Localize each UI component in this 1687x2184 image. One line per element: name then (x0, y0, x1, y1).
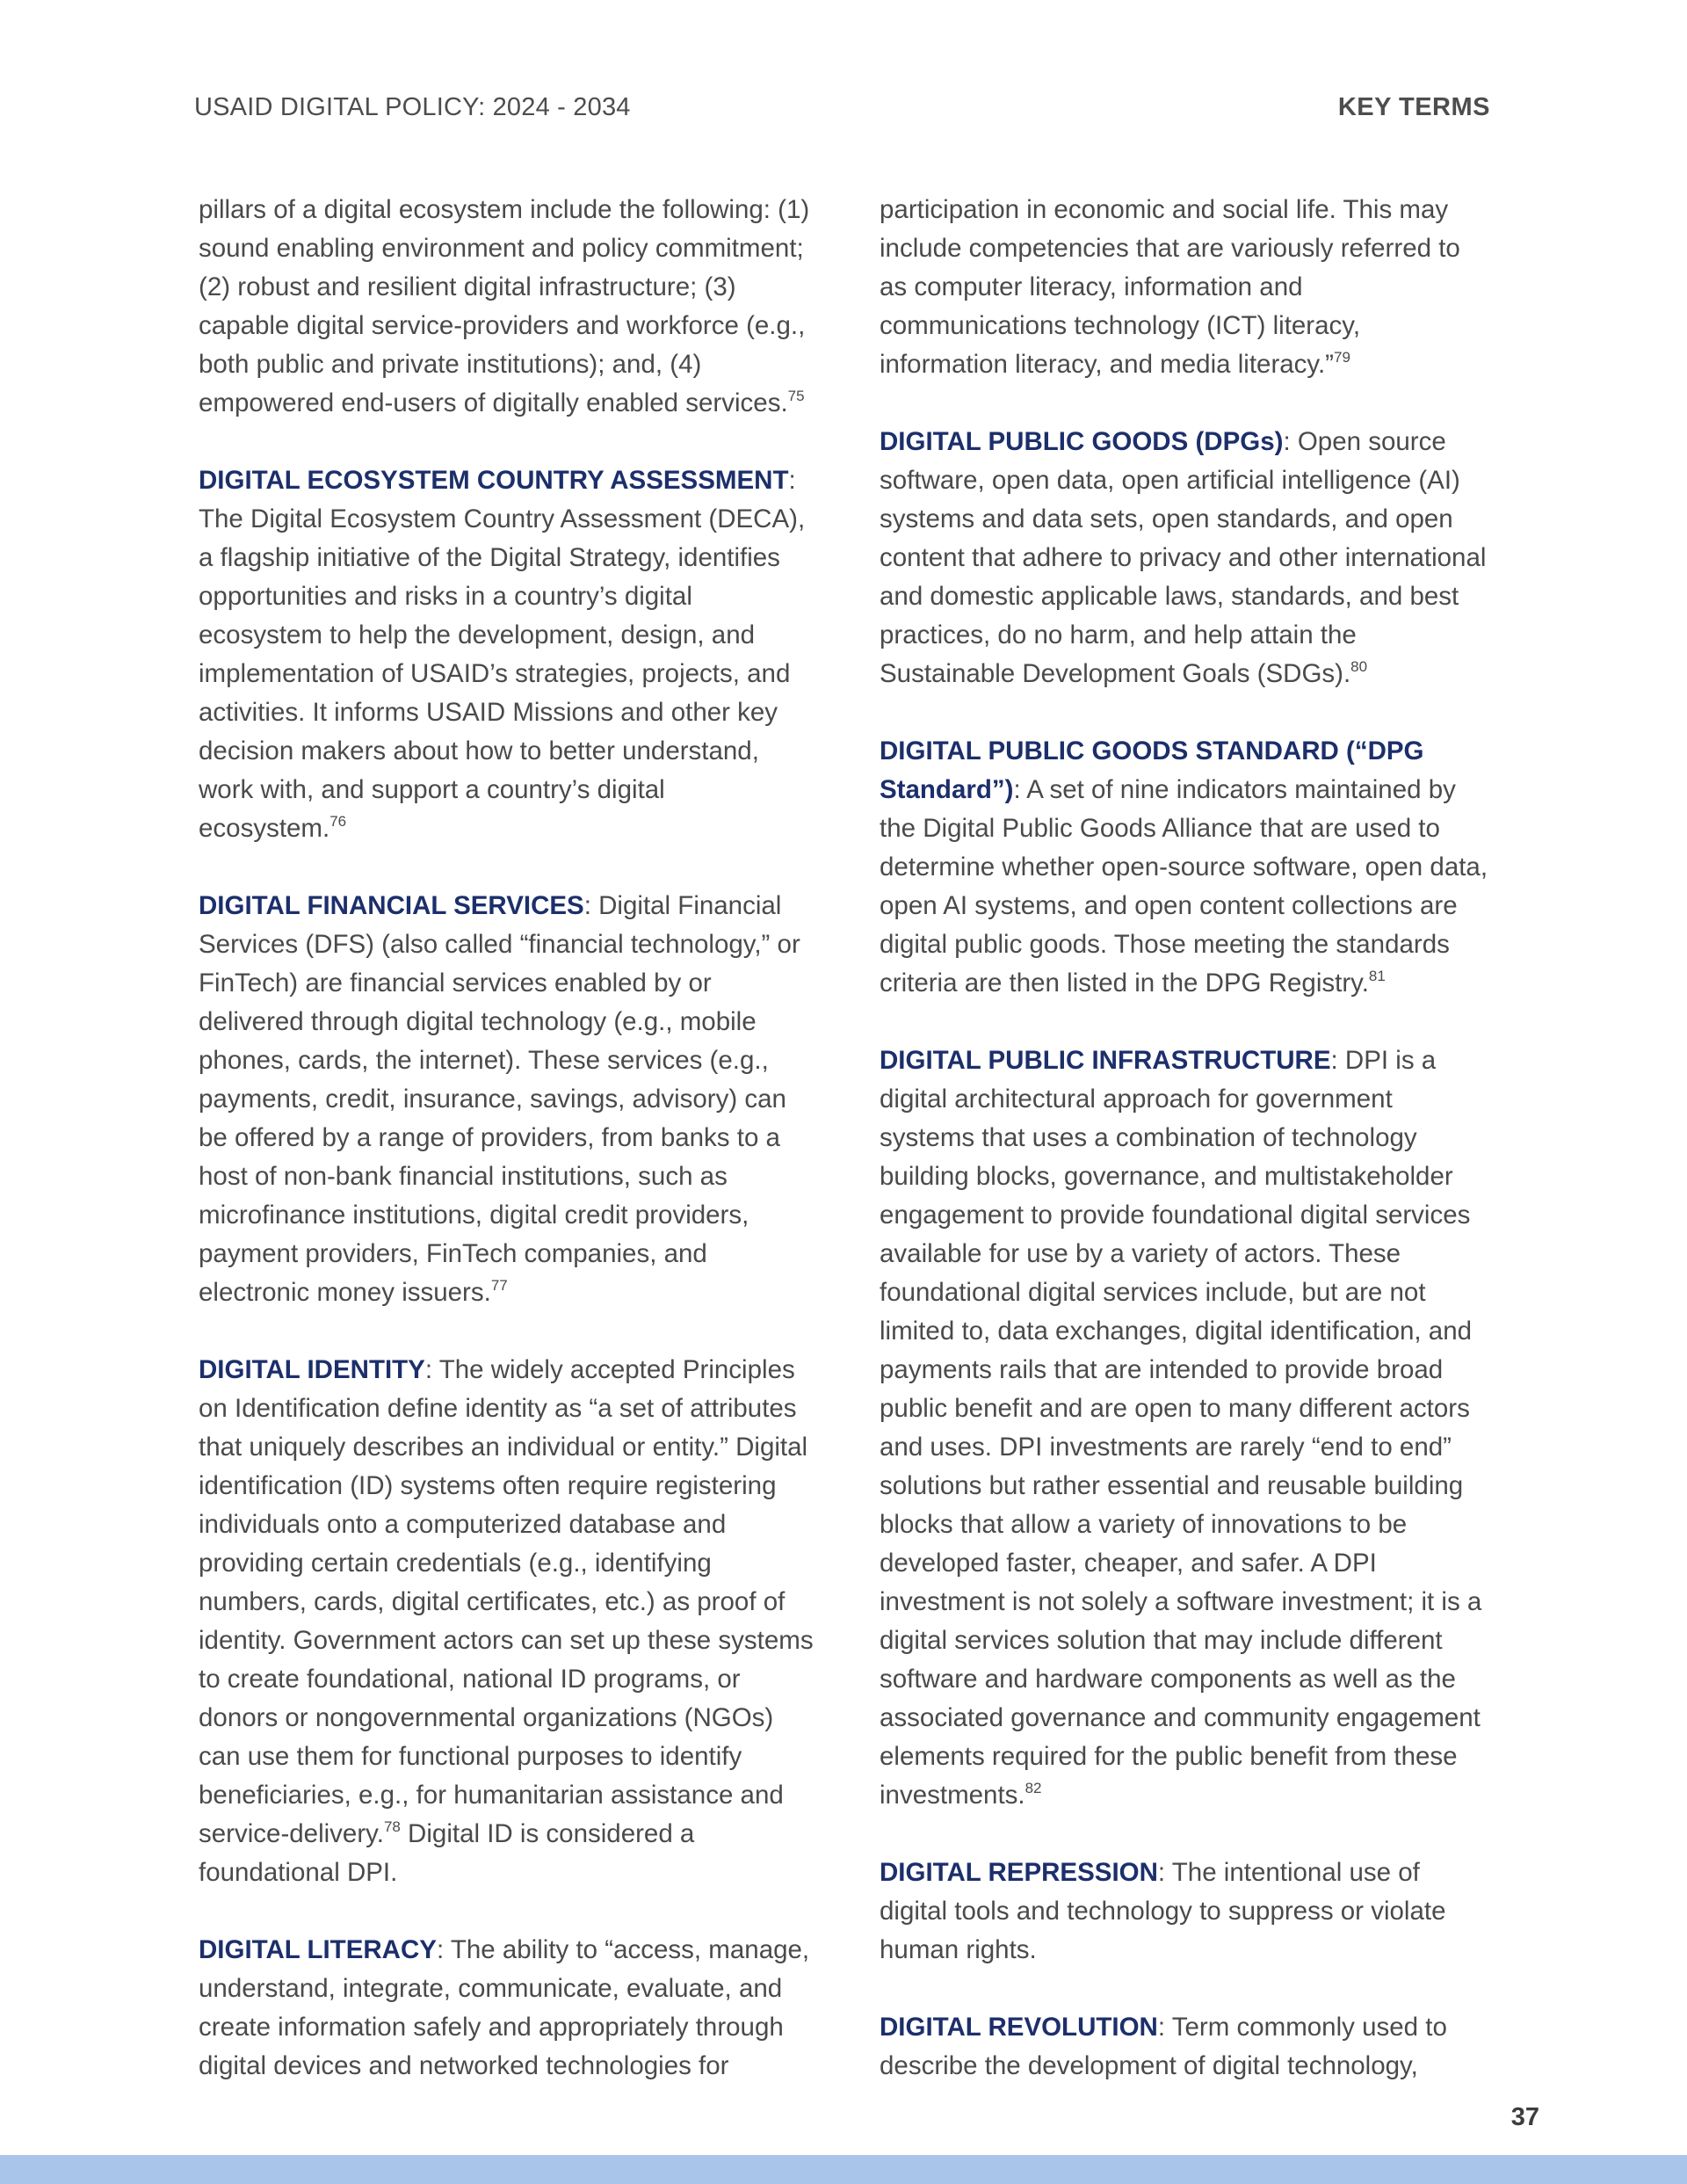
definition-digital-public-goods-standard (880, 732, 1495, 1003)
term-heading: DIGITAL PUBLIC GOODS STANDARD (“DPG Standard”) (880, 736, 1424, 804)
footnote-ref: 76 (329, 813, 347, 830)
definition-digital-financial-services (199, 887, 814, 1312)
definition-digital-ecosystem-country-assessment (199, 461, 814, 848)
definition-text: : DPI is a digital architectural approach for government systems that uses a combination of technology building blocks, governance, and multistakeholder engagement to provide foundational digital services available for use by a variety of actors. These foundational digital services include, but are not limited to, data exchanges, digital identification, and payments rails that are intended to provide broad public benefit and are open to many different actors and uses. DPI investments are rarely “end to end” solutions but rather essential and reusable building blocks that allow a variety of innovations to be developed faster, cheaper, and safer. A DPI investment is not solely a software investment; it is a digital services solution that may include different software and hardware components as well as the associated governance and community engagement elements required for the public benefit from these investments. (880, 1046, 1482, 1810)
definition-text: : The ability to “access, manage, understand, integrate, communicate, evaluate, and create information safely and appropriately through digital devices and networked technologies for (199, 1935, 810, 2080)
definition-text-tail: Digital ID is considered a foundational DPI. (199, 1819, 695, 1887)
definition-digital-public-infrastructure (880, 1041, 1495, 1815)
right-column (880, 191, 1495, 2124)
definition-text: : The widely accepted Principles on Identification define identity as “a set of attributes that uniquely describes an individual or entity.” Digital identification (ID) systems often require registering individuals onto a computerized database and providing certain credentials (e.g., identifying numbers, cards, digital certificates, etc.) as proof of identity. Government actors can set up these systems to create foundational, national ID programs, or donors or nongovernmental organizations (NGOs) can use them for functional purposes to identify beneficiaries, e.g., for humanitarian assistance and service-delivery. (199, 1355, 814, 1848)
definition-digital-literacy (199, 1931, 814, 2086)
definition-text: : Open source software, open data, open artificial intelligence (AI) systems and data sets, open standards, and open content that adhere to privacy and other international and domestic applicable laws, standards, and best practices, do no harm, and help attain the Sustainable Development Goals (SDGs). (880, 427, 1487, 688)
definition-digital-revolution (880, 2008, 1495, 2086)
paragraph-digital-literacy-continued (880, 191, 1495, 384)
definition-digital-identity (199, 1351, 814, 1892)
definition-text: : Digital Financial Services (DFS) (also called “financial technology,” or FinTech) are financial services enabled by or delivered through digital technology (e.g., mobile phones, cards, the internet). These services (e.g., payments, credit, insurance, savings, advisory) can be offered by a range of providers, from banks to a host of non-bank financial institutions, such as microfinance institutions, digital credit providers, payment providers, FinTech companies, and electronic money issuers. (199, 891, 800, 1307)
term-heading: DIGITAL ECOSYSTEM COUNTRY ASSESSMENT (199, 466, 789, 495)
term-heading: DIGITAL REPRESSION (880, 1858, 1158, 1887)
definition-text: : A set of nine indicators maintained by the Digital Public Goods Alliance that are used to determine whether open-source software, open data, open AI systems, and open content collections are digital public goods. Those meeting the standards criteria are then listed in the DPG Registry. (880, 775, 1488, 998)
page-number: 37 (1510, 2103, 1539, 2131)
definition-digital-repression (880, 1854, 1495, 1970)
footnote-ref: 81 (1368, 968, 1386, 984)
definition-digital-public-goods (880, 423, 1495, 693)
footnote-ref: 80 (1350, 658, 1368, 675)
paragraph-ecosystem-pillars (199, 191, 814, 423)
term-heading: DIGITAL PUBLIC GOODS (DPGs) (880, 427, 1284, 456)
document-title: USAID DIGITAL POLICY: 2024 - 2034 (194, 93, 631, 121)
paragraph-text: pillars of a digital ecosystem include the following: (1) sound enabling environment and policy commitment; (2) robust and resilient digital infrastructure; (3) capable digital service-providers and workforce (e.g., both public and private institutions); and, (4) empowered end-users of digitally enabled services. (199, 195, 810, 417)
term-heading: DIGITAL IDENTITY (199, 1355, 425, 1384)
footnote-ref: 75 (787, 388, 805, 404)
paragraph-text: participation in economic and social life. This may include competencies that are variously referred to as computer literacy, information and communications technology (ICT) literacy, information literacy, and media literacy.” (880, 195, 1460, 379)
footnote-ref: 79 (1334, 349, 1350, 366)
term-heading: DIGITAL FINANCIAL SERVICES (199, 891, 584, 920)
term-heading: DIGITAL REVOLUTION (880, 2013, 1158, 2042)
footnote-ref: 77 (490, 1277, 508, 1294)
section-title: KEY TERMS (1337, 93, 1490, 121)
left-column (199, 191, 814, 2124)
term-heading: DIGITAL PUBLIC INFRASTRUCTURE (880, 1046, 1331, 1075)
definition-text: : The Digital Ecosystem Country Assessment (DECA), a flagship initiative of the Digital Strategy, identifies opportunities and risks in a country’s digital ecosystem to help the development, design, and implementation of USAID’s strategies, projects, and activities. It informs USAID Missions and other key decision makers about how to better understand, work with, and support a country’s digital ecosystem. (199, 466, 806, 843)
term-heading: DIGITAL LITERACY (199, 1935, 437, 1964)
footer-band (0, 2155, 1687, 2184)
footnote-ref: 82 (1025, 1780, 1042, 1796)
footnote-ref: 78 (383, 1818, 401, 1835)
definition-text: : Term commonly used to describe the development of digital technology, (880, 2013, 1447, 2080)
definition-text: : The intentional use of digital tools and technology to suppress or violate human rights. (880, 1858, 1446, 1964)
